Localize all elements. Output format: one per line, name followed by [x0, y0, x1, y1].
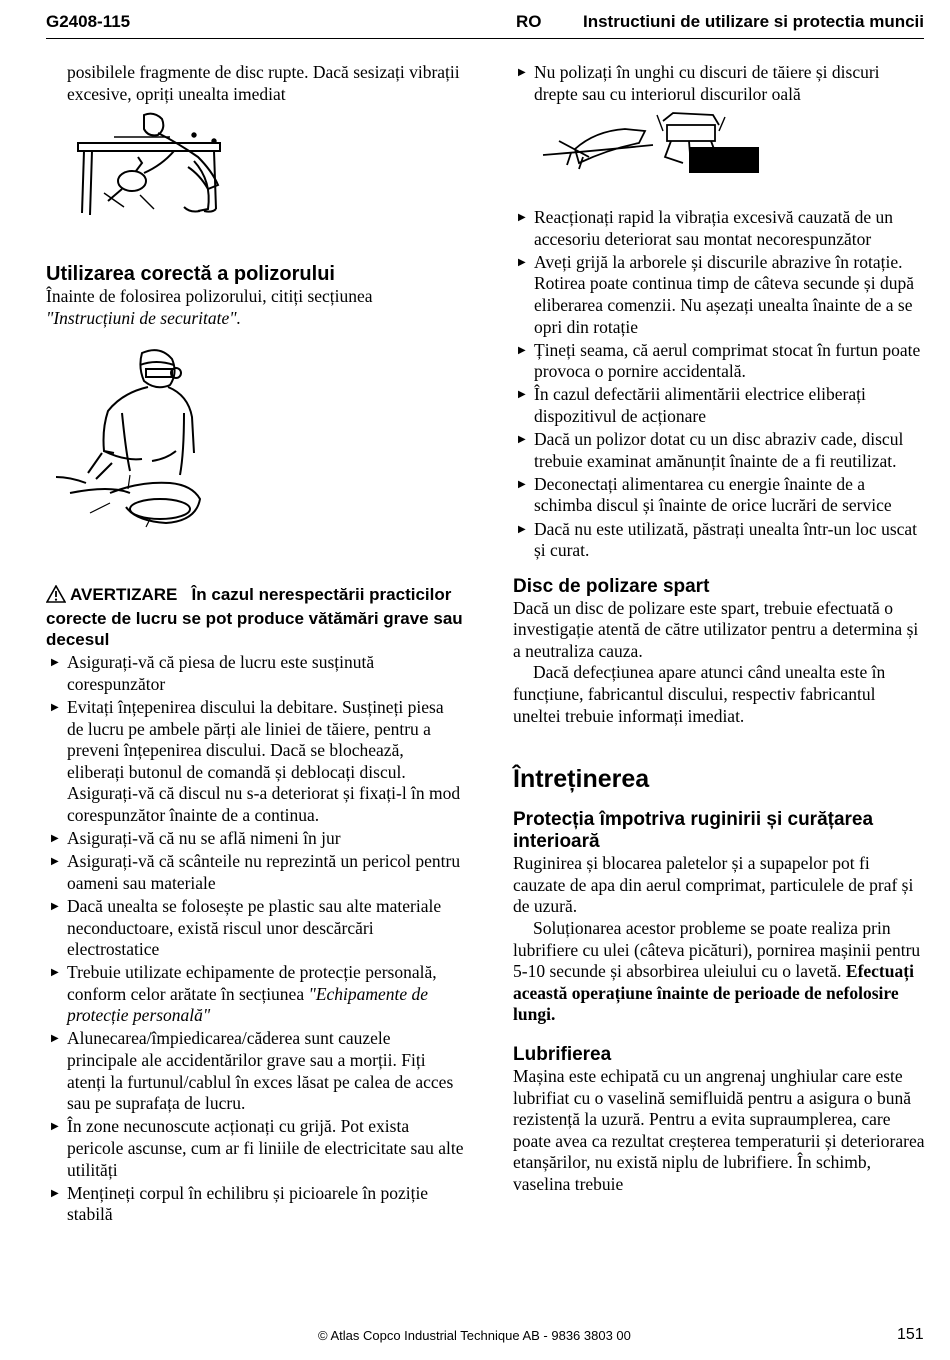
triangle-bullet-icon: ▶ — [518, 478, 526, 490]
ppe-section-reference: "Echipamente de protecție personală" — [67, 983, 429, 1026]
list-item: ▶ Reacționați rapid la vibrația excesivă cauzată de un accesoriu deteriorat sau montat necorespunzător — [518, 207, 894, 249]
angle-cutting-illustration — [539, 111, 759, 177]
list-item: ▶ Dacă unealta se folosește pe plastic sau alte materiale neconductoare, există riscul unor descărcări electrostatice — [51, 895, 442, 960]
triangle-bullet-icon: ▶ — [51, 856, 59, 868]
section-title-rust-protection: Protecția împotriva ruginirii și curățarea interioară — [513, 809, 874, 853]
angle-grinding-bullet — [513, 62, 925, 105]
list-item: ▶ Trebuie utilizate echipamente de protecție personală, conform celor arătate în secțiunea "Echipamente de protecție personală" — [51, 962, 437, 1026]
document-id: G2408-115 — [46, 12, 131, 31]
warning-block — [46, 584, 464, 650]
rust-paragraph-2: Soluționarea acestor probleme se poate realiza prin lubrifiere cu ulei (câteva picături), pornirea mașinii pentru 5-10 secunde și absorbirea uleiului cu o lavetă. Efectuați această operațiune înainte de perioade de nefolosire lungi. — [513, 918, 921, 1025]
list-item: ▶ Asigurați-vă că nu se află nimeni în jur — [51, 828, 341, 849]
triangle-bullet-icon: ▶ — [518, 344, 526, 356]
broken-disc-paragraph-2: Dacă defecțiunea apare atunci când unealta este în funcțiune, fabricantul discului, respectiv fabricantul uneltei trebuie informați imediat. — [513, 662, 886, 726]
triangle-bullet-icon: ▶ — [51, 967, 59, 979]
language-code: RO — [516, 12, 542, 31]
triangle-bullet-icon: ▶ — [51, 702, 59, 714]
grinding-table-illustration — [74, 111, 274, 221]
page-header — [46, 10, 924, 39]
list-item: ▶ Aveți grijă la arborele și discurile abrazive în rotație. Rotirea poate continua timp de câteva secunde și după eliberarea comenzii. Nu așezați unealta înainte de a se opri din rotație — [518, 251, 915, 337]
list-item: ▶ Evitați înțepenirea discului la debitare. Susțineți piesa de lucru pe ambele părți ale liniei de tăiere, pentru a preveni înțepenirea discului. Dacă se blochează, eliberați butonul de comandă și deblocați discul. Asigurați-vă că discul nu s-a deteriorat și fixați-l în mod corespunzător înainte de a continua. — [51, 697, 461, 826]
triangle-bullet-icon: ▶ — [518, 67, 526, 78]
triangle-bullet-icon: ▶ — [51, 833, 59, 845]
triangle-bullet-icon: ▶ — [51, 657, 59, 669]
broken-disc-paragraph-1: Dacă un disc de polizare este spart, trebuie efectuată o investigație atentă de către utilizator pentru a determina și a neutraliza cauza. — [513, 597, 919, 661]
warning-label: AVERTIZARE — [70, 585, 178, 605]
list-item: ▶ Țineți seama, că aerul comprimat stocat în furtun poate provoca o pornire accidentală. — [518, 339, 921, 382]
section-intro-line2 — [46, 308, 464, 330]
rust-paragraph-1: Ruginirea și blocarea paletelor și a supapelor pot fi cauzate de apa din aerul comprimat, particulele de praf și de uzură. — [513, 853, 914, 917]
section-title-broken-disc: Disc de polizare spart — [513, 575, 710, 597]
security-section-reference: "Instrucțiuni de securitate". — [46, 307, 242, 328]
list-item: ▶ Asigurați-vă că scânteile nu reprezintă un pericol pentru oameni sau materiale — [51, 851, 461, 893]
list-item: ▶ Deconectați alimentarea cu energie înainte de a schimba discul și înainte de orice lucrări de service — [518, 473, 892, 516]
section-title-maintenance: Întreținerea — [513, 765, 650, 794]
triangle-bullet-icon: ▶ — [518, 389, 526, 401]
triangle-bullet-icon: ▶ — [51, 1121, 59, 1133]
safety-bullet-list — [46, 652, 464, 1225]
list-item: ▶ Dacă un polizor dotat cu un disc abraziv cade, discul trebuie examinat amănunțit înainte de a fi reutilizat. — [518, 429, 904, 471]
page-number: 151 — [897, 1326, 924, 1343]
section-title-correct-use: Utilizarea corectă a polizorului — [46, 263, 335, 286]
warning-triangle-icon — [46, 585, 66, 608]
triangle-bullet-icon: ▶ — [51, 1187, 59, 1199]
left-column — [46, 62, 464, 1227]
list-item: ▶ În cazul defectării alimentării electrice eliberați dispozitivul de acționare — [518, 384, 866, 427]
triangle-bullet-icon: ▶ — [518, 212, 526, 224]
warning-text: În cazul nerespectării practicilor corecte de lucru se pot produce vătămări grave sau decesul — [46, 585, 463, 650]
tool-handling-bullet-list — [513, 207, 925, 562]
triangle-bullet-icon: ▶ — [518, 523, 526, 535]
triangle-bullet-icon: ▶ — [51, 900, 59, 912]
operator-grinder-illustration — [50, 343, 220, 528]
list-item: ▶ Asigurați-vă că piesa de lucru este susținută corespunzător — [51, 652, 375, 694]
list-item: ▶ Alunecarea/împiedicarea/căderea sunt cauzele principale ale accidentărilor grave sau a morții. Fiți atenți la furtunul/cablul în exces lăsat pe calea de acces sau pe suprafața de lucru. — [51, 1028, 454, 1114]
copyright-text: © Atlas Copco Industrial Technique AB - 9836 3803 00 — [318, 1328, 631, 1343]
triangle-bullet-icon: ▶ — [518, 256, 526, 268]
rust-bold-note: Efectuați această operațiune înainte de perioade de nefolosire lungi. — [513, 961, 914, 1025]
triangle-bullet-icon: ▶ — [51, 1033, 59, 1045]
list-item: ▶ Nu polizați în unghi cu discuri de tăiere și discuri drepte sau cu interiorul discurilor oală — [518, 62, 880, 104]
intro-text: posibilele fragmente de disc rupte. Dacă sesizați vibrații excesive, opriți unealta imediat — [67, 62, 460, 104]
lubrication-paragraph: Mașina este echipată cu un angrenaj unghiular care este lubrifiat cu o vaselină semifluidă pentru a asigura o bună rezistență la uzură. Pentru a evita supraumplerea, care poate avea ca rezultat creșterea temperaturii și deteriorarea etanșărilor, nu există niplu de lubrifiere. În schimb, vaselina trebuie — [513, 1066, 925, 1194]
section-title-lubrication: Lubrifierea — [513, 1044, 612, 1065]
list-item: ▶ Dacă nu este utilizată, păstrați unealta într-un loc uscat și curat. — [518, 518, 918, 561]
list-item: ▶ Mențineți corpul în echilibru și picioarele în poziție stabilă — [51, 1182, 429, 1225]
triangle-bullet-icon: ▶ — [518, 434, 526, 446]
list-item: ▶ În zone necunoscute acționați cu grijă. Pot exista pericole ascunse, cum ar fi liniile de electricitate sau alte utilități — [51, 1116, 464, 1180]
header-title: Instructiuni de utilizare si protectia muncii — [582, 12, 924, 31]
right-column — [513, 62, 925, 1196]
section-intro-line1: Înainte de folosirea polizorului, citiți secțiunea — [46, 286, 373, 307]
